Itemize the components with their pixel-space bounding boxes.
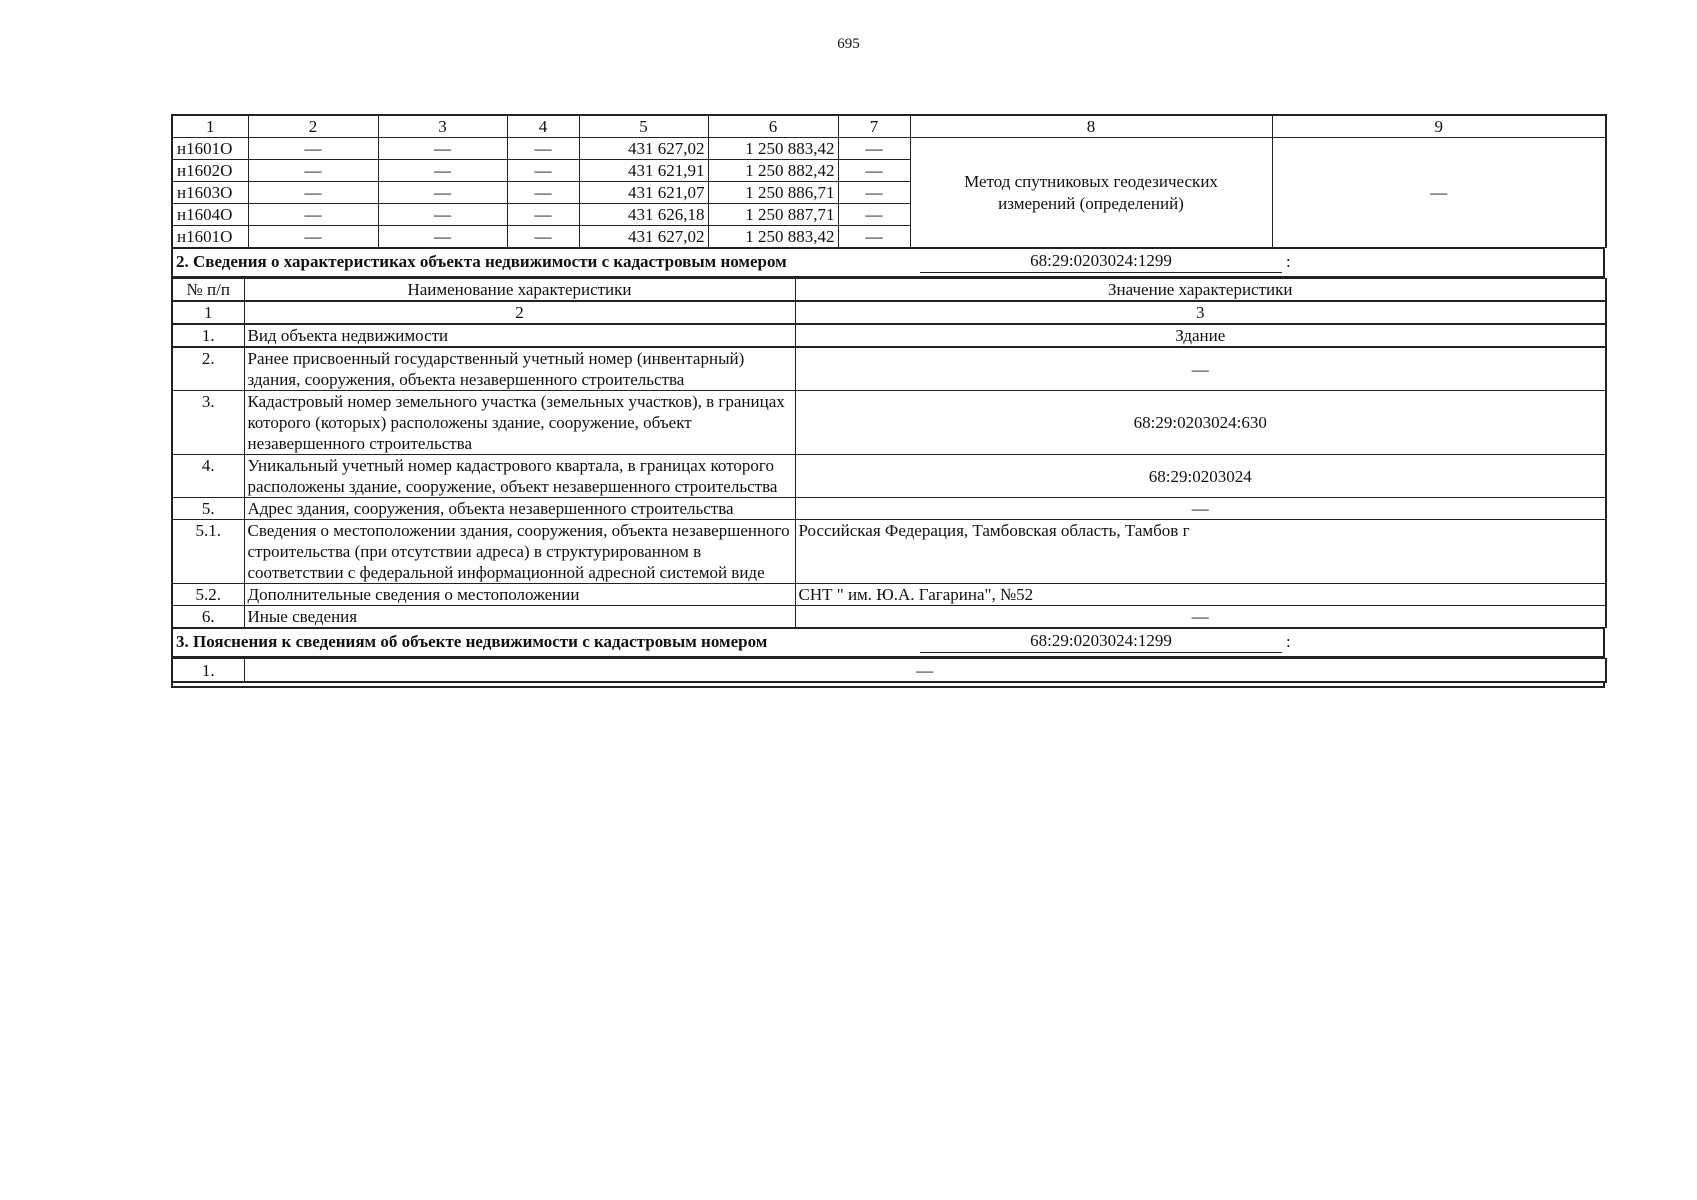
column-number: 3 bbox=[378, 115, 507, 138]
column-number: 5 bbox=[579, 115, 708, 138]
section-3-heading bbox=[171, 628, 1605, 658]
characteristic-name: Уникальный учетный номер кадастрового квартала, в границах которого расположены здание, сооружение, объект незавершенного строительства bbox=[244, 455, 795, 498]
characteristic-row bbox=[172, 455, 1606, 498]
characteristic-row bbox=[172, 606, 1606, 628]
cadastral-sheet bbox=[171, 114, 1605, 688]
header-num: № п/п bbox=[172, 279, 244, 302]
explanations-table bbox=[171, 658, 1607, 683]
characteristic-row bbox=[172, 347, 1606, 391]
cell: — bbox=[378, 182, 507, 204]
section-3-colon: : bbox=[1286, 632, 1291, 651]
row-number: 5. bbox=[172, 498, 244, 520]
section-2-cadastral-number: 68:29:0203024:1299 bbox=[920, 250, 1282, 273]
characteristics-header-row bbox=[172, 279, 1606, 302]
column-number: 7 bbox=[838, 115, 910, 138]
cell: — bbox=[378, 160, 507, 182]
page-number: 695 bbox=[837, 36, 860, 52]
cell: — bbox=[378, 204, 507, 226]
explanation-row bbox=[172, 659, 1606, 683]
characteristic-value: Здание bbox=[795, 324, 1606, 347]
characteristic-row bbox=[172, 391, 1606, 455]
column-number: 1 bbox=[172, 115, 248, 138]
coordinate-y: 1 250 882,42 bbox=[708, 160, 838, 182]
row-number: 5.1. bbox=[172, 520, 244, 584]
row-number: 2. bbox=[172, 347, 244, 391]
characteristic-value: 68:29:0203024:630 bbox=[795, 391, 1606, 455]
coordinate-y: 1 250 883,42 bbox=[708, 226, 838, 248]
cell: — bbox=[507, 138, 579, 160]
cell: — bbox=[248, 204, 378, 226]
characteristic-value: 68:29:0203024 bbox=[795, 455, 1606, 498]
cell: — bbox=[838, 160, 910, 182]
header-number: 3 bbox=[795, 301, 1606, 324]
table-bottom-border bbox=[171, 683, 1605, 688]
column-number: 4 bbox=[507, 115, 579, 138]
cell: — bbox=[378, 138, 507, 160]
cell: — bbox=[507, 226, 579, 248]
header-name: Наименование характеристики bbox=[244, 279, 795, 302]
characteristic-name: Адрес здания, сооружения, объекта незавершенного строительства bbox=[244, 498, 795, 520]
row-number: 3. bbox=[172, 391, 244, 455]
characteristic-row bbox=[172, 584, 1606, 606]
section-2-colon: : bbox=[1286, 252, 1291, 271]
characteristic-name: Сведения о местоположении здания, сооружения, объекта незавершенного строительства (при отсутствии адреса) в структурированном в соответствии с федеральной информационной адресной системой виде bbox=[244, 520, 795, 584]
cell: — bbox=[248, 160, 378, 182]
coordinate-x: 431 621,07 bbox=[579, 182, 708, 204]
cell: — bbox=[378, 226, 507, 248]
characteristic-value: — bbox=[795, 498, 1606, 520]
coordinate-x: 431 626,18 bbox=[579, 204, 708, 226]
column-number: 6 bbox=[708, 115, 838, 138]
row-number: 6. bbox=[172, 606, 244, 628]
cell: — bbox=[838, 226, 910, 248]
characteristic-row bbox=[172, 324, 1606, 347]
cell: — bbox=[248, 182, 378, 204]
characteristic-value: — bbox=[795, 347, 1606, 391]
cell: — bbox=[248, 138, 378, 160]
characteristic-name: Дополнительные сведения о местоположении bbox=[244, 584, 795, 606]
header-number: 2 bbox=[244, 301, 795, 324]
coordinate-x: 431 627,02 bbox=[579, 138, 708, 160]
column-number: 8 bbox=[910, 115, 1272, 138]
cell: — bbox=[838, 182, 910, 204]
characteristic-value: — bbox=[795, 606, 1606, 628]
section-2-title: 2. Сведения о характеристиках объекта недвижимости с кадастровым номером bbox=[176, 252, 787, 271]
point-name: н1603О bbox=[172, 182, 248, 204]
cell: — bbox=[248, 226, 378, 248]
characteristic-value: Российская Федерация, Тамбовская область, Тамбов г bbox=[795, 520, 1606, 584]
row-number: 5.2. bbox=[172, 584, 244, 606]
coordinates-header-row bbox=[172, 115, 1606, 138]
row-number: 1. bbox=[172, 659, 244, 683]
characteristics-table bbox=[171, 278, 1607, 628]
point-name: н1601О bbox=[172, 226, 248, 248]
column-number: 9 bbox=[1272, 115, 1606, 138]
characteristic-name: Кадастровый номер земельного участка (земельных участков), в границах которого (которых) расположены здание, сооружение, объект незавершенного строительства bbox=[244, 391, 795, 455]
characteristic-value: СНТ " им. Ю.А. Гагарина", №52 bbox=[795, 584, 1606, 606]
cell: — bbox=[507, 204, 579, 226]
row-number: 1. bbox=[172, 324, 244, 347]
point-name: н1602О bbox=[172, 160, 248, 182]
cell: — bbox=[507, 160, 579, 182]
point-name: н1604О bbox=[172, 204, 248, 226]
coordinate-x: 431 621,91 bbox=[579, 160, 708, 182]
point-name: н1601О bbox=[172, 138, 248, 160]
coordinate-x: 431 627,02 bbox=[579, 226, 708, 248]
header-number: 1 bbox=[172, 301, 244, 324]
section-3-cadastral-number: 68:29:0203024:1299 bbox=[920, 630, 1282, 653]
characteristics-header-numbers-row bbox=[172, 301, 1606, 324]
characteristic-name: Вид объекта недвижимости bbox=[244, 324, 795, 347]
explanation-value: — bbox=[244, 659, 1606, 683]
characteristic-row bbox=[172, 498, 1606, 520]
column-9-value: — bbox=[1272, 138, 1606, 248]
characteristic-row bbox=[172, 520, 1606, 584]
cell: — bbox=[838, 138, 910, 160]
characteristic-name: Ранее присвоенный государственный учетный номер (инвентарный) здания, сооружения, объекта незавершенного строительства bbox=[244, 347, 795, 391]
section-2-heading bbox=[171, 248, 1605, 278]
section-3-title: 3. Пояснения к сведениям об объекте недвижимости с кадастровым номером bbox=[176, 632, 768, 651]
coordinate-row bbox=[172, 138, 1606, 160]
measurement-method: Метод спутниковых геодезических измерений (определений) bbox=[910, 138, 1272, 248]
column-number: 2 bbox=[248, 115, 378, 138]
coordinate-y: 1 250 883,42 bbox=[708, 138, 838, 160]
cell: — bbox=[507, 182, 579, 204]
cell: — bbox=[838, 204, 910, 226]
coordinates-table bbox=[171, 114, 1607, 248]
header-value: Значение характеристики bbox=[795, 279, 1606, 302]
characteristic-name: Иные сведения bbox=[244, 606, 795, 628]
row-number: 4. bbox=[172, 455, 244, 498]
coordinate-y: 1 250 887,71 bbox=[708, 204, 838, 226]
coordinate-y: 1 250 886,71 bbox=[708, 182, 838, 204]
